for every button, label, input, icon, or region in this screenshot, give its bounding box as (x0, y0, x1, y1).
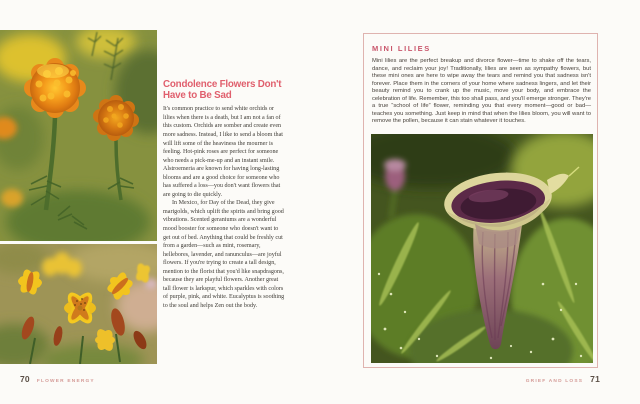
marigolds-photo (0, 30, 157, 241)
mini-lilies-paragraph: Mini lilies are the perfect breakup and divorce flower—time to shake off the tears, dance, and reclaim your joy! Traditionally, lilies are seen as sympathy flowers, but these mini ones are here to wipe away the tears and remind you that sadness isn't forever. Place them in the corners of your home where sadness lingers, and let their beauty remind you to crank up the music, move your body, and embrace the celebration of life. Remember, this too shall pass, and you'll emerge stronger. They're a true “school of life” flower, reminding you that every moment—good or bad—teaches you something. Just keep in mind that when the lilies bloom, you will want to remove the pollen, because it can stain whatever it touches. (372, 58, 591, 124)
condolence-heading: Condolence Flowers Don't Have to Be Sad (163, 79, 282, 102)
right-running-head: GRIEF AND LOSS (525, 379, 584, 384)
calla-lily-photo-illustration (371, 134, 593, 363)
alstroemeria-photo (0, 244, 157, 364)
alstroemeria-photo-illustration (0, 244, 157, 364)
left-running-head: FLOWER ENERGY (36, 379, 95, 384)
marigolds-photo-illustration (0, 30, 157, 241)
condolence-paragraph-1: It's common practice to send white orchids or lilies when there is a death, but I am not a fan of this custom. Orchids are somber and create even more sadness. Instead, I like to send a bloom that will lift some of the heaviness the mourner is feeling. Hot-pink roses are perfect for someone who needs a pick-me-up and an instant smile. Alstroemeria are known for having long-lasting blooms and are a good choice for someone who has suffered a loss—you don't want flowers that are going to die quickly. (163, 106, 283, 198)
calla-lily-photo (371, 134, 593, 363)
right-page-number: 71 (590, 374, 600, 384)
condolence-section (163, 79, 285, 310)
right-page-footer (526, 374, 600, 384)
condolence-paragraph-2: In Mexico, for Day of the Dead, they give marigolds, which uplift the spirits and bring good vibrations. Scented geraniums are a wonderful mood booster for someone who doesn't want to get out of bed. Anything that could be freshly cut from a garden—such as mint, rosemary, hellebores, lavender, and ranunculus—are joyful flowers. If you're trying to create a tall design, mention to the florist that you'd like snapdragons, because they are playful flowers. Another great tall flower is larkspur, which sparkles with colors of purple, pink, and white. Eucalyptus is soothing to the soul and helps Zen out the body. (163, 200, 285, 309)
mini-lilies-heading: MINI LILIES (372, 44, 431, 53)
marigold-flower-large (24, 58, 86, 118)
left-page-number: 70 (20, 374, 30, 384)
left-page-footer (20, 374, 95, 384)
